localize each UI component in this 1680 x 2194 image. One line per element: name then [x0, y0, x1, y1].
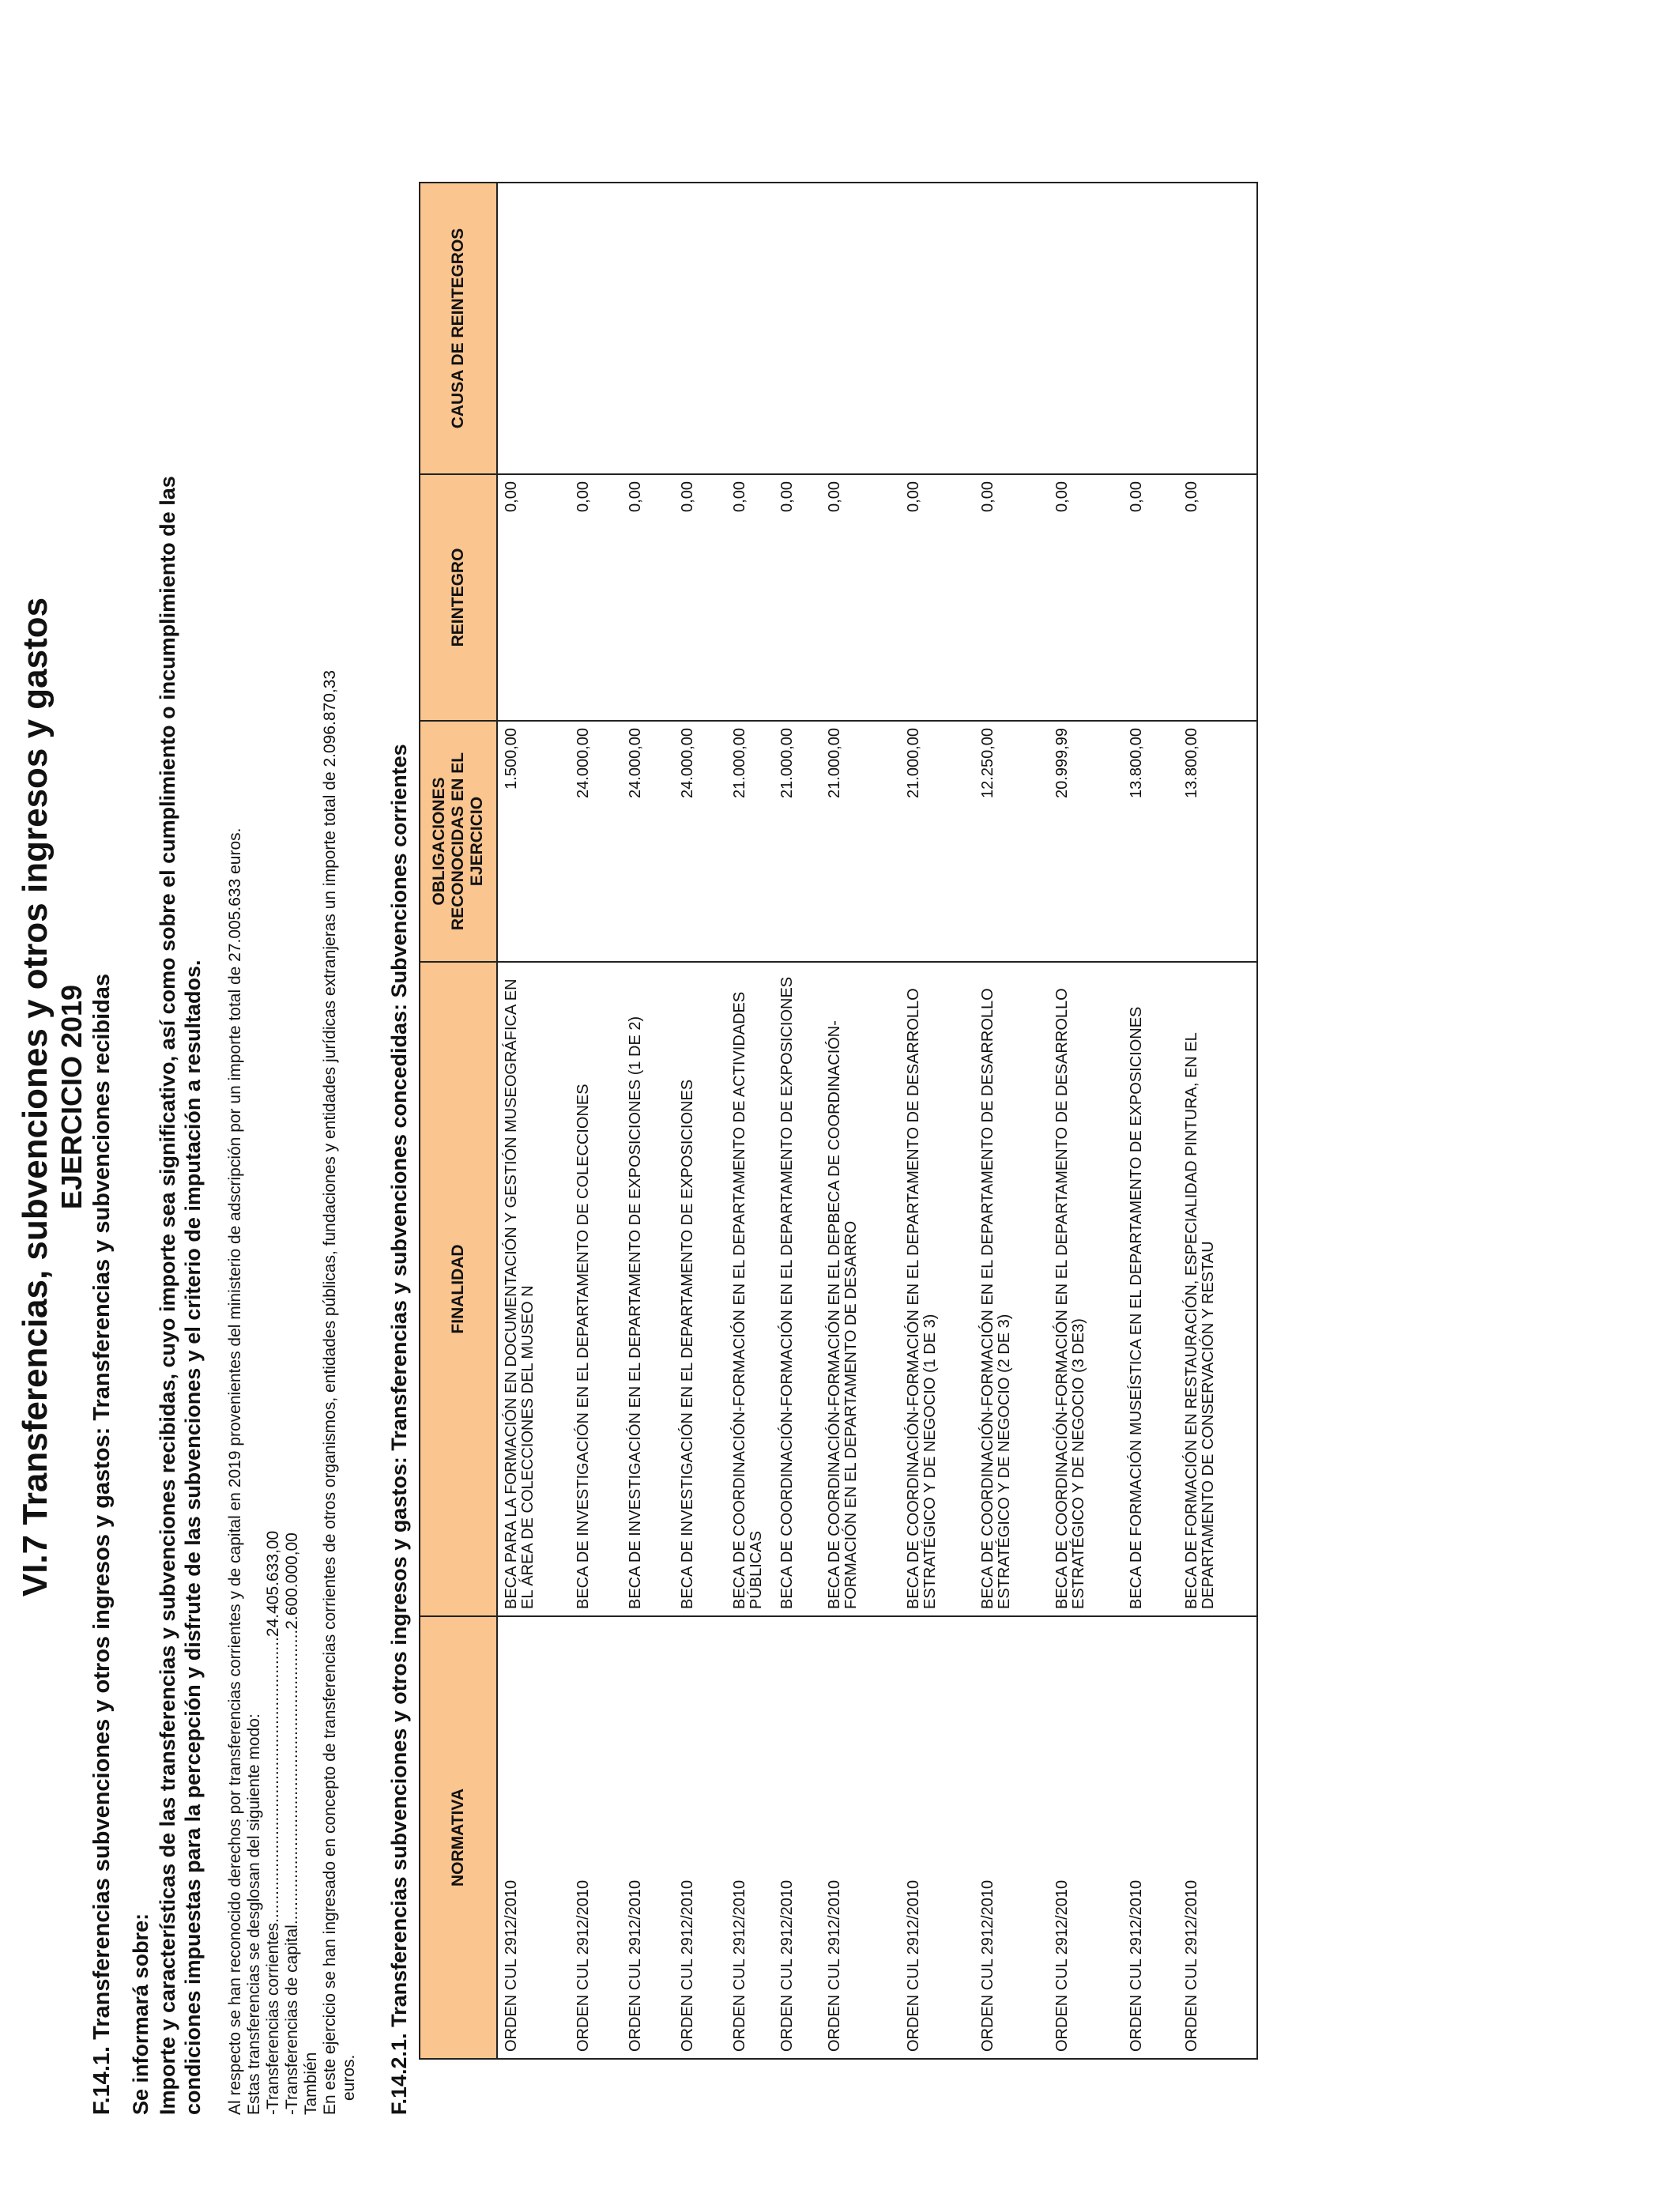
cell-normativa: ORDEN CUL 2912/2010	[570, 1616, 622, 2059]
header-causa: CAUSA DE REINTEGROS	[420, 183, 497, 474]
tambien-text: También	[302, 2052, 320, 2115]
cell-reintegro: 0,00	[726, 474, 774, 721]
cell-obligaciones: 13.800,00	[1178, 721, 1257, 962]
cell-causa	[774, 183, 821, 474]
cell-finalidad: BECA PARA LA FORMACIÓN EN DOCUMENTACIÓN Y GESTIÓN MUSEOGRÁFICA EN EL ÁREA DE COLECCIONES DEL MUSEO N	[497, 962, 570, 1616]
cell-reintegro: 0,00	[974, 474, 1049, 721]
cell-finalidad: BECA DE COORDINACIÓN-FORMACIÓN EN EL DEPARTAMENTO DE DESARROLLO ESTRATÉGICO Y DE NEGOCIO (1 DE 3)	[900, 962, 974, 1616]
page-subtitle: EJERCICIO 2019	[55, 984, 88, 1210]
cell-normativa: ORDEN CUL 2912/2010	[726, 1616, 774, 2059]
cell-obligaciones: 13.800,00	[1123, 721, 1178, 962]
cell-reintegro: 0,00	[674, 474, 726, 721]
table-row	[900, 183, 974, 2059]
cell-reintegro: 0,00	[774, 474, 821, 721]
cell-obligaciones: 21.000,00	[774, 721, 821, 962]
header-finalidad: FINALIDAD	[420, 962, 497, 1616]
table-header-row	[420, 183, 497, 2059]
cell-finalidad: BECA DE COORDINACIÓN-FORMACIÓN EN EL DEPARTAMENTO DE EXPOSICIONES	[774, 962, 821, 1616]
cell-reintegro: 0,00	[900, 474, 974, 721]
cell-normativa: ORDEN CUL 2912/2010	[622, 1616, 674, 2059]
table-row	[1049, 183, 1123, 2059]
cell-obligaciones: 21.000,00	[900, 721, 974, 962]
cell-obligaciones: 20.999,99	[1049, 721, 1123, 962]
cell-normativa: ORDEN CUL 2912/2010	[497, 1616, 570, 2059]
table-row	[974, 183, 1049, 2059]
cell-reintegro: 0,00	[497, 474, 570, 721]
subvenciones-table	[419, 182, 1258, 2060]
cell-finalidad: BECA DE INVESTIGACIÓN EN EL DEPARTAMENTO DE EXPOSICIONES	[674, 962, 726, 1616]
transfer-corrientes-label: -Transferencias corrientes..............................................................	[264, 1637, 282, 2115]
body-line-ext-2: euros.	[340, 2054, 358, 2101]
cell-normativa: ORDEN CUL 2912/2010	[1123, 1616, 1178, 2059]
cell-causa	[1123, 183, 1178, 474]
header-reintegro: REINTEGRO	[420, 474, 497, 721]
cell-finalidad: BECA DE FORMACIÓN MUSEÍSTICA EN EL DEPARTAMENTO DE EXPOSICIONES	[1123, 962, 1178, 1616]
cell-causa	[674, 183, 726, 474]
table-row	[674, 183, 726, 2059]
cell-normativa: ORDEN CUL 2912/2010	[974, 1616, 1049, 2059]
table-row	[622, 183, 674, 2059]
section-heading-f141: F.14.1. Transferencias subvenciones y otros ingresos y gastos: Transferencias y subvenciones recibidas	[89, 973, 115, 2115]
cell-finalidad: BECA DE COORDINACIÓN-FORMACIÓN EN EL DEPARTAMENTO DE DESARROLLO ESTRATÉGICO Y DE NEGOCIO (3 DE3)	[1049, 962, 1123, 1616]
cell-normativa: ORDEN CUL 2912/2010	[821, 1616, 900, 2059]
cell-obligaciones: 21.000,00	[821, 721, 900, 962]
cell-finalidad: BECA DE COORDINACIÓN-FORMACIÓN EN EL DEPBECA DE COORDINACIÓN-FORMACIÓN EN EL DEPARTAMENTO DE DESARRO	[821, 962, 900, 1616]
page-title: VI.7 Transferencias, subvenciones y otros ingresos y gastos	[16, 597, 55, 1597]
table-row	[726, 183, 774, 2059]
cell-obligaciones: 12.250,00	[974, 721, 1049, 962]
cell-normativa: ORDEN CUL 2912/2010	[774, 1616, 821, 2059]
cell-normativa: ORDEN CUL 2912/2010	[1178, 1616, 1257, 2059]
cell-reintegro: 0,00	[1123, 474, 1178, 721]
cell-finalidad: BECA DE COORDINACIÓN-FORMACIÓN EN EL DEPARTAMENTO DE DESARROLLO ESTRATÉGICO Y DE NEGOCIO (2 DE 3)	[974, 962, 1049, 1616]
cell-finalidad: BECA DE INVESTIGACIÓN EN EL DEPARTAMENTO DE COLECCIONES	[570, 962, 622, 1616]
section-heading-f1421: F.14.2.1. Transferencias subvenciones y otros ingresos y gastos: Transferencias y subvenciones concedidas: Subvenciones corrientes	[387, 744, 411, 2115]
header-normativa: NORMATIVA	[420, 1616, 497, 2059]
cell-obligaciones: 21.000,00	[726, 721, 774, 962]
cell-causa	[497, 183, 570, 474]
section-detail: Importe y características de las transferencias y subvenciones recibidas, cuyo importe sea significativo, así como sobre el cumplimiento o incumplimiento de las condiciones impuestas para la percepción y disfrute de las subvenciones y el criterio de imputación a resultados.	[156, 476, 205, 2115]
header-obligaciones: OBLIGACIONES RECONOCIDAS EN EL EJERCICIO	[420, 721, 497, 962]
cell-causa	[1178, 183, 1257, 474]
cell-reintegro: 0,00	[821, 474, 900, 721]
table-row	[570, 183, 622, 2059]
section-intro: Se informará sobre:	[129, 1913, 153, 2115]
cell-causa	[821, 183, 900, 474]
cell-causa	[900, 183, 974, 474]
cell-obligaciones: 24.000,00	[622, 721, 674, 962]
table-row	[1178, 183, 1257, 2059]
cell-finalidad: BECA DE COORDINACIÓN-FORMACIÓN EN EL DEPARTAMENTO DE ACTIVIDADES PÚBLICAS	[726, 962, 774, 1616]
transfer-capital-value: 2.600.000,00	[283, 1532, 301, 1630]
cell-causa	[622, 183, 674, 474]
cell-finalidad: BECA DE FORMACIÓN EN RESTAURACIÓN, ESPECIALIDAD PINTURA, EN EL DEPARTAMENTO DE CONSERVACIÓN Y RESTAU	[1178, 962, 1257, 1616]
cell-obligaciones: 24.000,00	[570, 721, 622, 962]
cell-finalidad: BECA DE INVESTIGACIÓN EN EL DEPARTAMENTO DE EXPOSICIONES (1 DE 2)	[622, 962, 674, 1616]
table-row	[821, 183, 900, 2059]
cell-obligaciones: 1.500,00	[497, 721, 570, 962]
transfer-capital-label: -Transferencias de capital................................................................	[283, 1629, 301, 2115]
transfer-corrientes-value: 24.405.633,00	[264, 1530, 282, 1638]
table-row	[1123, 183, 1178, 2059]
body-line-2: Estas transferencias se desglosan del siguiente modo:	[245, 1713, 263, 2115]
table-row	[774, 183, 821, 2059]
cell-normativa: ORDEN CUL 2912/2010	[674, 1616, 726, 2059]
cell-reintegro: 0,00	[1178, 474, 1257, 721]
cell-reintegro: 0,00	[1049, 474, 1123, 721]
cell-reintegro: 0,00	[622, 474, 674, 721]
cell-causa	[974, 183, 1049, 474]
transfer-corrientes-row	[264, 1531, 283, 2115]
cell-reintegro: 0,00	[570, 474, 622, 721]
transfer-capital-row	[283, 1532, 302, 2115]
cell-causa	[570, 183, 622, 474]
cell-normativa: ORDEN CUL 2912/2010	[900, 1616, 974, 2059]
cell-normativa: ORDEN CUL 2912/2010	[1049, 1616, 1123, 2059]
cell-obligaciones: 24.000,00	[674, 721, 726, 962]
body-line-1: Al respecto se han reconocido derechos por transferencias corrientes y de capital en 2019 provenientes del ministerio de adscripción por un importe total de 27.005.633 euros.	[226, 827, 244, 2115]
cell-causa	[726, 183, 774, 474]
body-line-ext-1: En este ejercicio se han ingresado en concepto de transferencias corrientes de otros organismos, entidades públicas, fundaciones y entidades jurídicas extranjeras un importe total de 2.096.870,33	[321, 669, 339, 2115]
table-row	[497, 183, 570, 2059]
cell-causa	[1049, 183, 1123, 474]
